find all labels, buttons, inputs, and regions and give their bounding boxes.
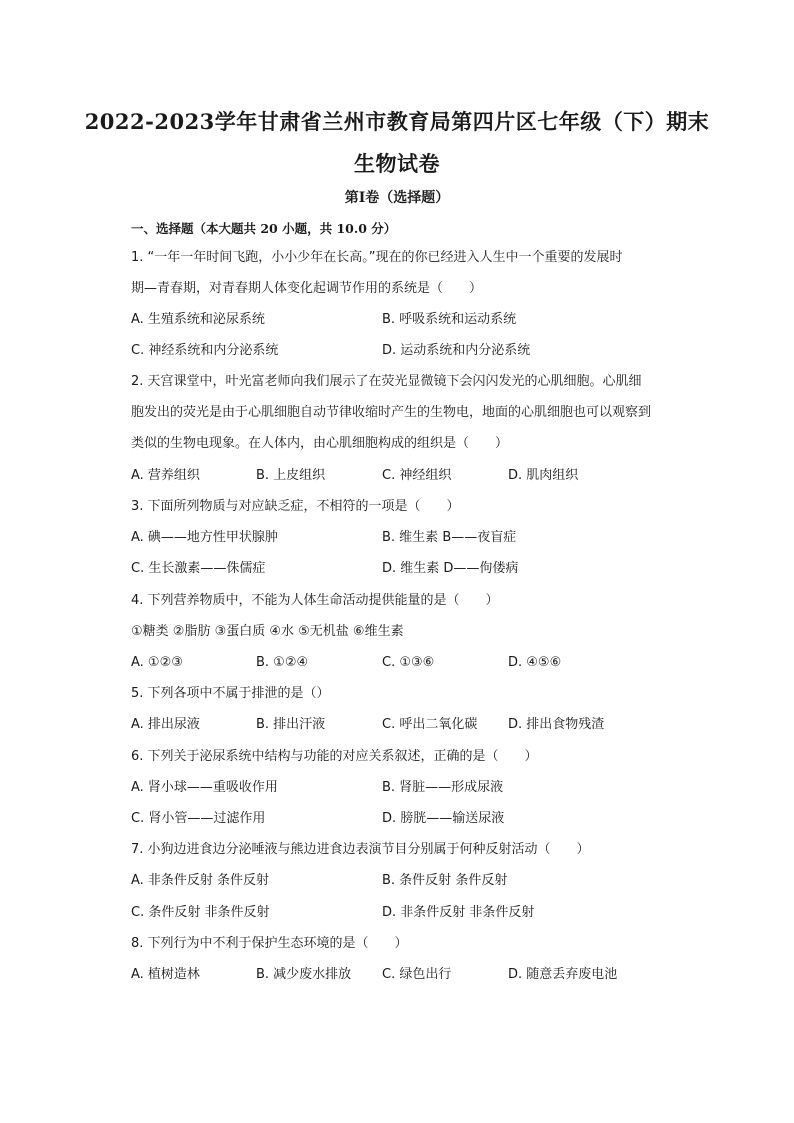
option-a[interactable]: A. 肾小球——重吸收作用 [131,780,278,795]
question-choices: ①糖类 ②脂肪 ③蛋白质 ④水 ⑤无机盐 ⑥维生素 [131,624,404,639]
option-c[interactable]: C. 绿色出行 [382,967,452,982]
option-d[interactable]: D. ④⑤⑥ [508,655,562,670]
option-b[interactable]: B. 呼吸系统和运动系统 [382,312,517,327]
exam-title-line-1: 2022-2023学年甘肃省兰州市教育局第四片区七年级（下）期末 [84,109,710,134]
question-text: 5. 下列各项中不属于排泄的是（） [131,686,330,701]
option-c[interactable]: C. 呼出二氧化碳 [382,717,478,732]
option-b[interactable]: B. 上皮组织 [256,468,326,483]
option-b[interactable]: B. 条件反射 条件反射 [382,873,508,888]
option-a[interactable]: A. 营养组织 [131,468,200,483]
question-text: 8. 下列行为中不利于保护生态环境的是（ ） [131,936,408,951]
option-a[interactable]: A. 排出尿液 [131,717,200,732]
option-c[interactable]: C. 肾小管——过滤作用 [131,811,266,826]
question-text: 3. 下面所列物质与对应缺乏症，不相符的一项是（ ） [131,499,460,514]
question-text: 胞发出的荧光是由于心肌细胞自动节律收缩时产生的生物电，地面的心肌细胞也可以观察到 [131,405,652,420]
option-d[interactable]: D. 排出食物残渣 [508,717,605,732]
option-a[interactable]: A. 生殖系统和泌尿系统 [131,312,265,327]
option-b[interactable]: B. 维生素 B——夜盲症 [382,530,517,545]
option-d[interactable]: D. 随意丢弃废电池 [508,967,618,982]
question-text: 类似的生物电现象。在人体内，由心肌细胞构成的组织是（ ） [131,436,509,451]
option-a[interactable]: A. 非条件反射 条件反射 [131,873,270,888]
question-text: 6. 下列关于泌尿系统中结构与功能的对应关系叙述，正确的是（ ） [131,749,538,764]
option-b[interactable]: B. 排出汗液 [256,717,326,732]
option-c[interactable]: C. 条件反射 非条件反射 [131,905,270,920]
option-b[interactable]: B. 肾脏——形成尿液 [382,780,504,795]
exam-title-line-2: 生物试卷 [354,151,440,176]
option-c[interactable]: C. 神经系统和内分泌系统 [131,343,279,358]
question-text: 7. 小狗边进食边分泌唾液与熊边进食边表演节目分别属于何种反射活动（ ） [131,842,590,857]
option-d[interactable]: D. 膀胱——输送尿液 [382,811,505,826]
question-text: 2. 天宫课堂中，叶光富老师向我们展示了在荧光显微镜下会闪闪发光的心肌细胞。心肌细 [131,374,642,389]
option-c[interactable]: C. 神经组织 [382,468,452,483]
volume-heading: 第Ⅰ卷（选择题） [344,190,450,206]
option-b[interactable]: B. 减少废水排放 [256,967,352,982]
option-d[interactable]: D. 非条件反射 非条件反射 [382,905,535,920]
option-c[interactable]: C. 生长激素——侏儒症 [131,561,266,576]
option-a[interactable]: A. 碘——地方性甲状腺肿 [131,530,278,545]
question-text: 4. 下列营养物质中，不能为人体生命活动提供能量的是（ ） [131,593,499,608]
option-a[interactable]: A. ①②③ [131,655,183,670]
question-text: 期—青春期，对青春期人体变化起调节作用的系统是（ ） [131,281,483,296]
option-d[interactable]: D. 维生素 D——佝偻病 [382,561,519,576]
question-text: 1. “一年一年时间飞跑，小小少年在长高。”现在的你已经进入人生中一个重要的发展时 [131,250,623,265]
option-a[interactable]: A. 植树造林 [131,967,200,982]
option-c[interactable]: C. ①③⑥ [382,655,435,670]
option-d[interactable]: D. 肌肉组织 [508,468,579,483]
section-heading: 一、选择题（本大题共 20 小题，共 10.0 分） [131,221,397,236]
option-d[interactable]: D. 运动系统和内分泌系统 [382,343,531,358]
option-b[interactable]: B. ①②④ [256,655,309,670]
